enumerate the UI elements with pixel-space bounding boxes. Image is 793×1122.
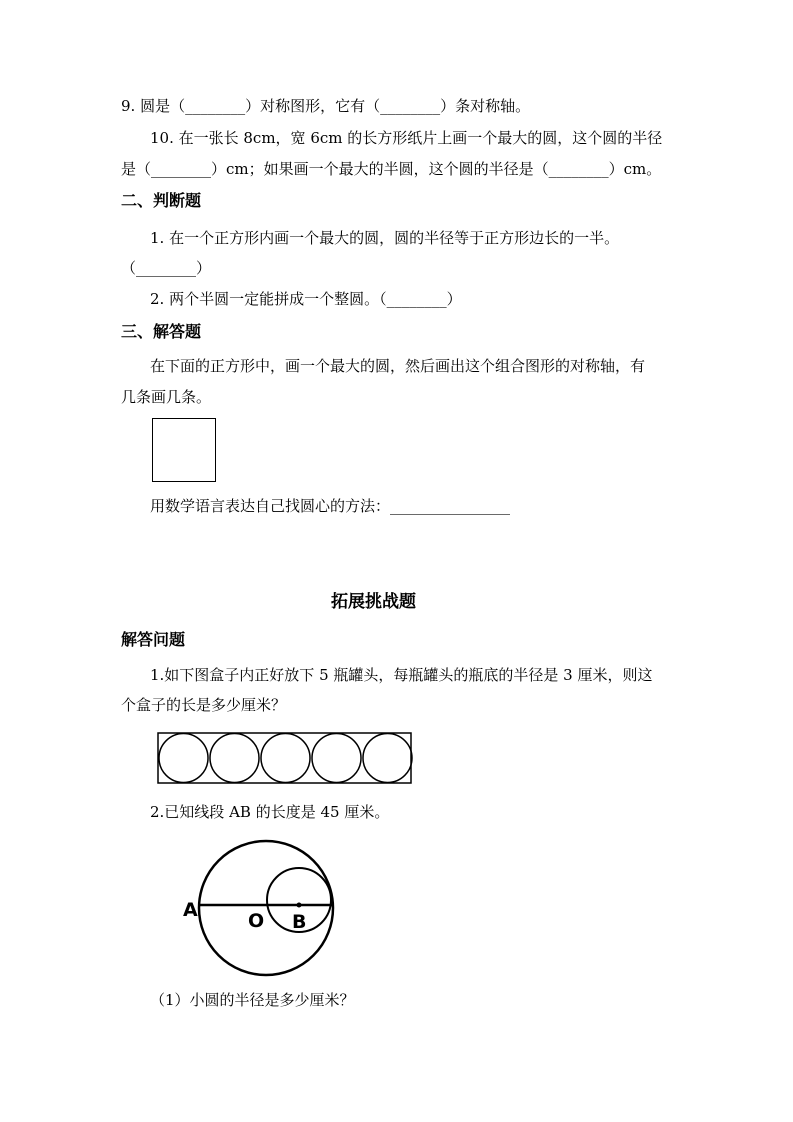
blank-square — [152, 418, 216, 482]
question-10-line-2: 是（________）cm；如果画一个最大的半圆，这个圆的半径是（________）cm。 — [121, 160, 662, 178]
problem-2: 2.已知线段 AB 的长度是 45 厘米。 — [150, 803, 390, 821]
answer-question-line-1: 在下面的正方形中，画一个最大的圆，然后画出这个组合图形的对称轴，有 — [150, 357, 646, 375]
box-with-cans-figure — [155, 730, 415, 788]
answer-question-line-2: 几条画几条。 — [121, 388, 212, 406]
section-answer-heading: 三、解答题 — [121, 322, 202, 341]
problem-1-line-1: 1.如下图盒子内正好放下 5 瓶罐头，每瓶罐头的瓶底的半径是 3 厘米，则这 — [150, 666, 653, 684]
can-circle — [363, 734, 412, 783]
circles-ab-figure — [180, 833, 350, 983]
question-10-line-1: 10. 在一张长 8cm，宽 6cm 的长方形纸片上画一个最大的圆，这个圆的半径 — [150, 129, 663, 147]
label-o: O — [248, 910, 265, 932]
label-b: B — [292, 911, 307, 933]
center-method-prompt: 用数学语言表达自己找圆心的方法：________________ — [150, 497, 511, 515]
can-circle — [261, 734, 310, 783]
can-circle — [312, 734, 361, 783]
judgment-1-line-1: 1. 在一个正方形内画一个最大的圆，圆的半径等于正方形边长的一半。 — [150, 229, 620, 247]
can-circle — [159, 734, 208, 783]
question-9: 9. 圆是（________）对称图形，它有（________）条对称轴。 — [121, 97, 531, 115]
challenge-subheading: 解答问题 — [121, 630, 186, 649]
large-circle — [199, 841, 333, 975]
problem-1-line-2: 个盒子的长是多少厘米？ — [121, 696, 287, 714]
can-circle — [210, 734, 259, 783]
challenge-title: 拓展挑战题 — [331, 592, 416, 612]
box-outline — [158, 733, 411, 783]
section-judgment-heading: 二、判断题 — [121, 191, 202, 210]
point-b-dot — [297, 903, 302, 908]
judgment-1-line-2: （________） — [121, 259, 212, 277]
label-a: A — [183, 899, 198, 921]
judgment-2: 2. 两个半圆一定能拼成一个整圆。（________） — [150, 290, 462, 308]
problem-2-part-1: （1）小圆的半径是多少厘米？ — [150, 991, 355, 1009]
